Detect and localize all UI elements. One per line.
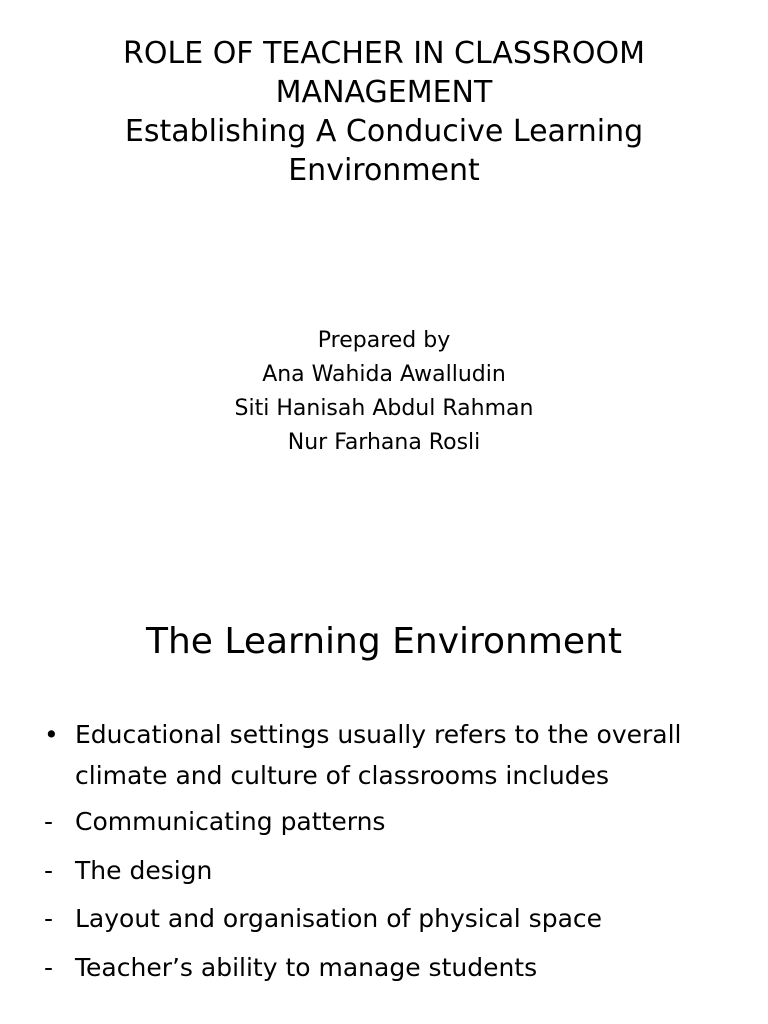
dash-text: Teacher’s ability to manage students xyxy=(75,952,538,982)
slide-1-title xyxy=(40,34,728,190)
dash-text: The design xyxy=(75,855,213,885)
prepared-by-label: Prepared by xyxy=(317,328,451,353)
dash-marker: - xyxy=(44,952,54,982)
slide-2 xyxy=(0,560,768,1024)
author-name: Ana Wahida Awalludin xyxy=(262,361,506,387)
prepared-by-block xyxy=(0,324,768,460)
dash-marker: - xyxy=(44,855,54,885)
dash-marker: - xyxy=(44,904,54,933)
author-name: Siti Hanisah Abdul Rahman xyxy=(234,395,534,421)
subtitle-line: Establishing A Conducive Learning xyxy=(124,114,644,149)
dash-item xyxy=(44,851,704,892)
author-name: Nur Farhana Rosli xyxy=(287,429,481,455)
subtitle-line: Environment xyxy=(288,153,480,188)
dash-text: Layout and organisation of physical space xyxy=(75,904,603,933)
bullet-item xyxy=(44,715,704,796)
slide-2-title: The Learning Environment xyxy=(146,621,622,662)
dash-item xyxy=(44,948,704,989)
title-line: MANAGEMENT xyxy=(275,75,493,110)
dash-text: Communicating patterns xyxy=(75,807,386,836)
title-line: ROLE OF TEACHER IN CLASSROOM xyxy=(123,36,645,71)
dash-marker: - xyxy=(44,807,54,836)
bullet-text: Educational settings usually refers to the overall climate and culture of classrooms includes xyxy=(75,720,682,790)
dash-item xyxy=(44,802,704,843)
bullet-list xyxy=(44,715,704,996)
dash-item xyxy=(44,899,704,940)
bullet-marker: • xyxy=(44,720,59,749)
